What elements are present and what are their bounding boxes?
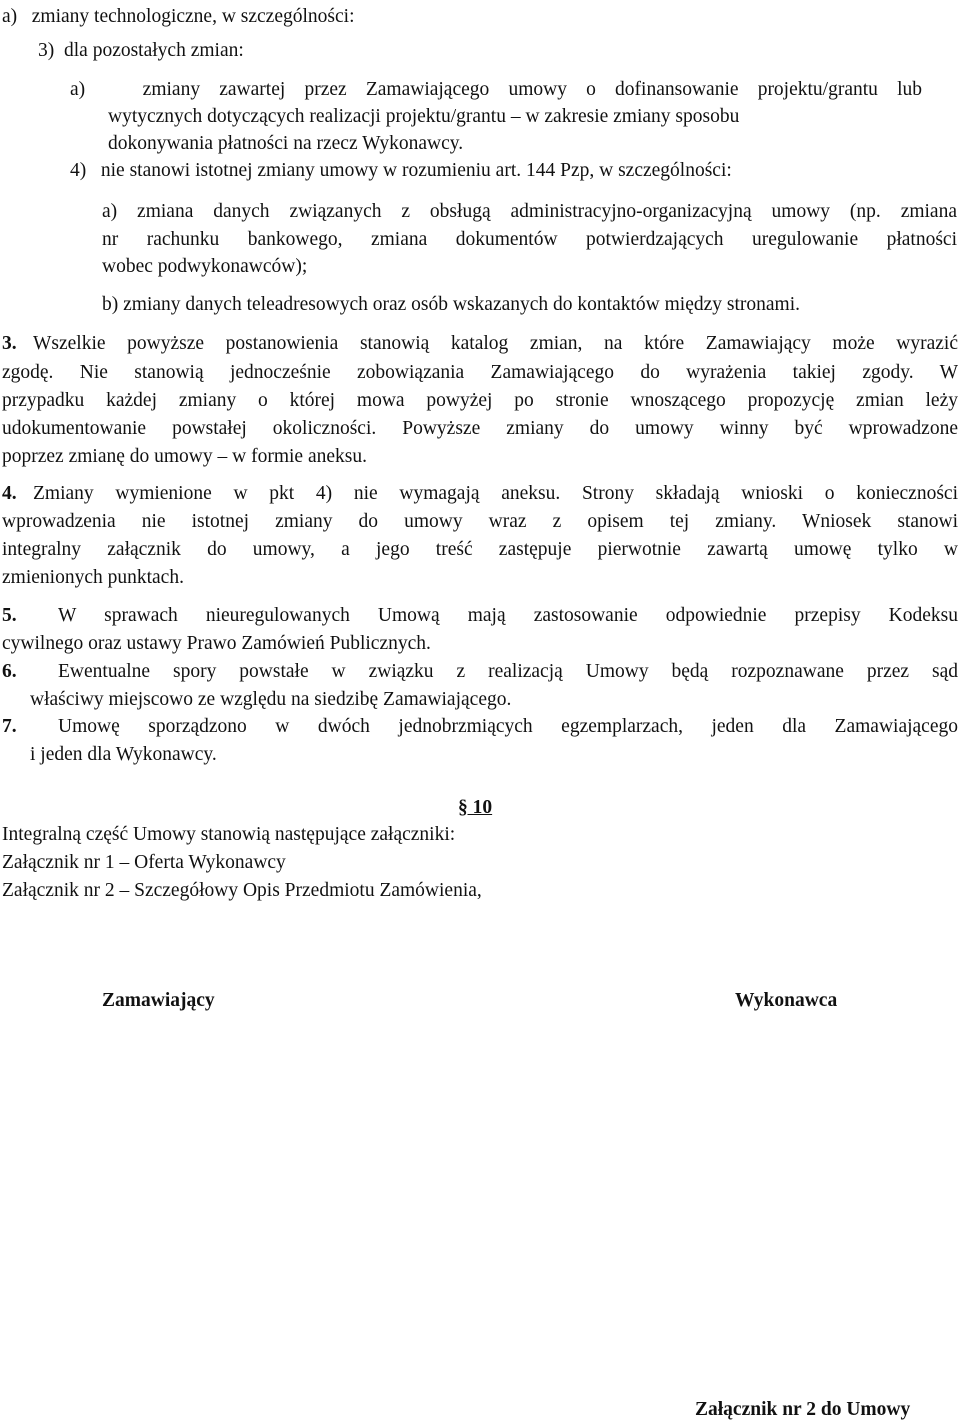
text-line: Załącznik nr 2 – Szczegółowy Opis Przedmiotu Zamówienia,: [2, 880, 482, 901]
text-line: poprzez zmianę do umowy – w formie aneksu.: [2, 446, 367, 467]
text-line: Wszelkie powyższe postanowienia stanowią katalog zmian, na które Zamawiający może wyrazić: [33, 333, 958, 354]
text-line: właściwy miejscowo ze względu na siedzibę Zamawiającego.: [30, 689, 512, 710]
text-line: Zmiany wymienione w pkt 4) nie wymagają aneksu. Strony składają wnioski o konieczności: [33, 483, 958, 504]
text-line: udokumentowanie powstałej okoliczności. Powyższe zmiany do umowy winny być wprowadzone: [2, 418, 958, 439]
text-line: Umowę sporządzono w dwóch jednobrzmiących egzemplarzach, jeden dla Zamawiającego: [58, 716, 958, 737]
text-line: cywilnego oraz ustawy Prawo Zamówień Publicznych.: [2, 633, 431, 654]
text-line: a) zmiany zawartej przez Zamawiającego umowy o dofinansowanie projektu/grantu lub: [70, 79, 922, 100]
text-line: a) zmiana danych związanych z obsługą administracyjno-organizacyjną umowy (np. zmiana: [102, 201, 957, 222]
signature-label-contractor: Wykonawca: [735, 990, 838, 1011]
signature-label-contracting-authority: Zamawiający: [102, 990, 215, 1011]
text-line: 3) dla pozostałych zmian:: [38, 40, 244, 61]
paragraph-number: 5.: [2, 605, 17, 626]
text-line: Załącznik nr 1 – Oferta Wykonawcy: [2, 852, 286, 873]
text-line: 4) nie stanowi istotnej zmiany umowy w rozumieniu art. 144 Pzp, w szczególności:: [70, 160, 732, 181]
text-line: i jeden dla Wykonawcy.: [30, 744, 217, 765]
section-heading: § 10: [458, 797, 493, 818]
text-line: integralny załącznik do umowy, a jego treść zastępuje pierwotnie zawartą umowę tylko w: [2, 539, 958, 560]
text-line: zmienionych punktach.: [2, 567, 184, 588]
text-line: Integralną część Umowy stanowią następujące załączniki:: [2, 824, 456, 845]
text-line: przypadku każdej zmiany o której mowa powyżej po stronie wnoszącego propozycję zmian leży: [2, 390, 958, 411]
paragraph-number: 4.: [2, 483, 17, 504]
text-line: a) zmiany technologiczne, w szczególności:: [2, 6, 355, 27]
text-line: wprowadzenia nie istotnej zmiany do umowy wraz z opisem tej zmiany. Wniosek stanowi: [2, 511, 958, 532]
text-line: wobec podwykonawców);: [102, 256, 308, 277]
text-line: wytycznych dotyczących realizacji projektu/grantu – w zakresie zmiany sposobu: [108, 106, 740, 127]
text-line: dokonywania płatności na rzecz Wykonawcy.: [108, 133, 464, 154]
text-line: W sprawach nieuregulowanych Umową mają zastosowanie odpowiednie przepisy Kodeksu: [58, 605, 958, 626]
text-line: nr rachunku bankowego, zmiana dokumentów potwierdzających uregulowanie płatności: [102, 229, 957, 250]
footer-label: Załącznik nr 2 do Umowy: [695, 1399, 911, 1420]
text-line: zgodę. Nie stanowią jednocześnie zobowiązania Zamawiającego do wyrażenia takiej zgody. W: [2, 362, 958, 383]
text-line: Ewentualne spory powstałe w związku z realizacją Umowy będą rozpoznawane przez sąd: [58, 661, 958, 682]
paragraph-number: 3.: [2, 333, 17, 354]
text-line: b) zmiany danych teleadresowych oraz osób wskazanych do kontaktów między stronami.: [102, 294, 800, 315]
paragraph-number: 6.: [2, 661, 17, 682]
paragraph-number: 7.: [2, 716, 17, 737]
